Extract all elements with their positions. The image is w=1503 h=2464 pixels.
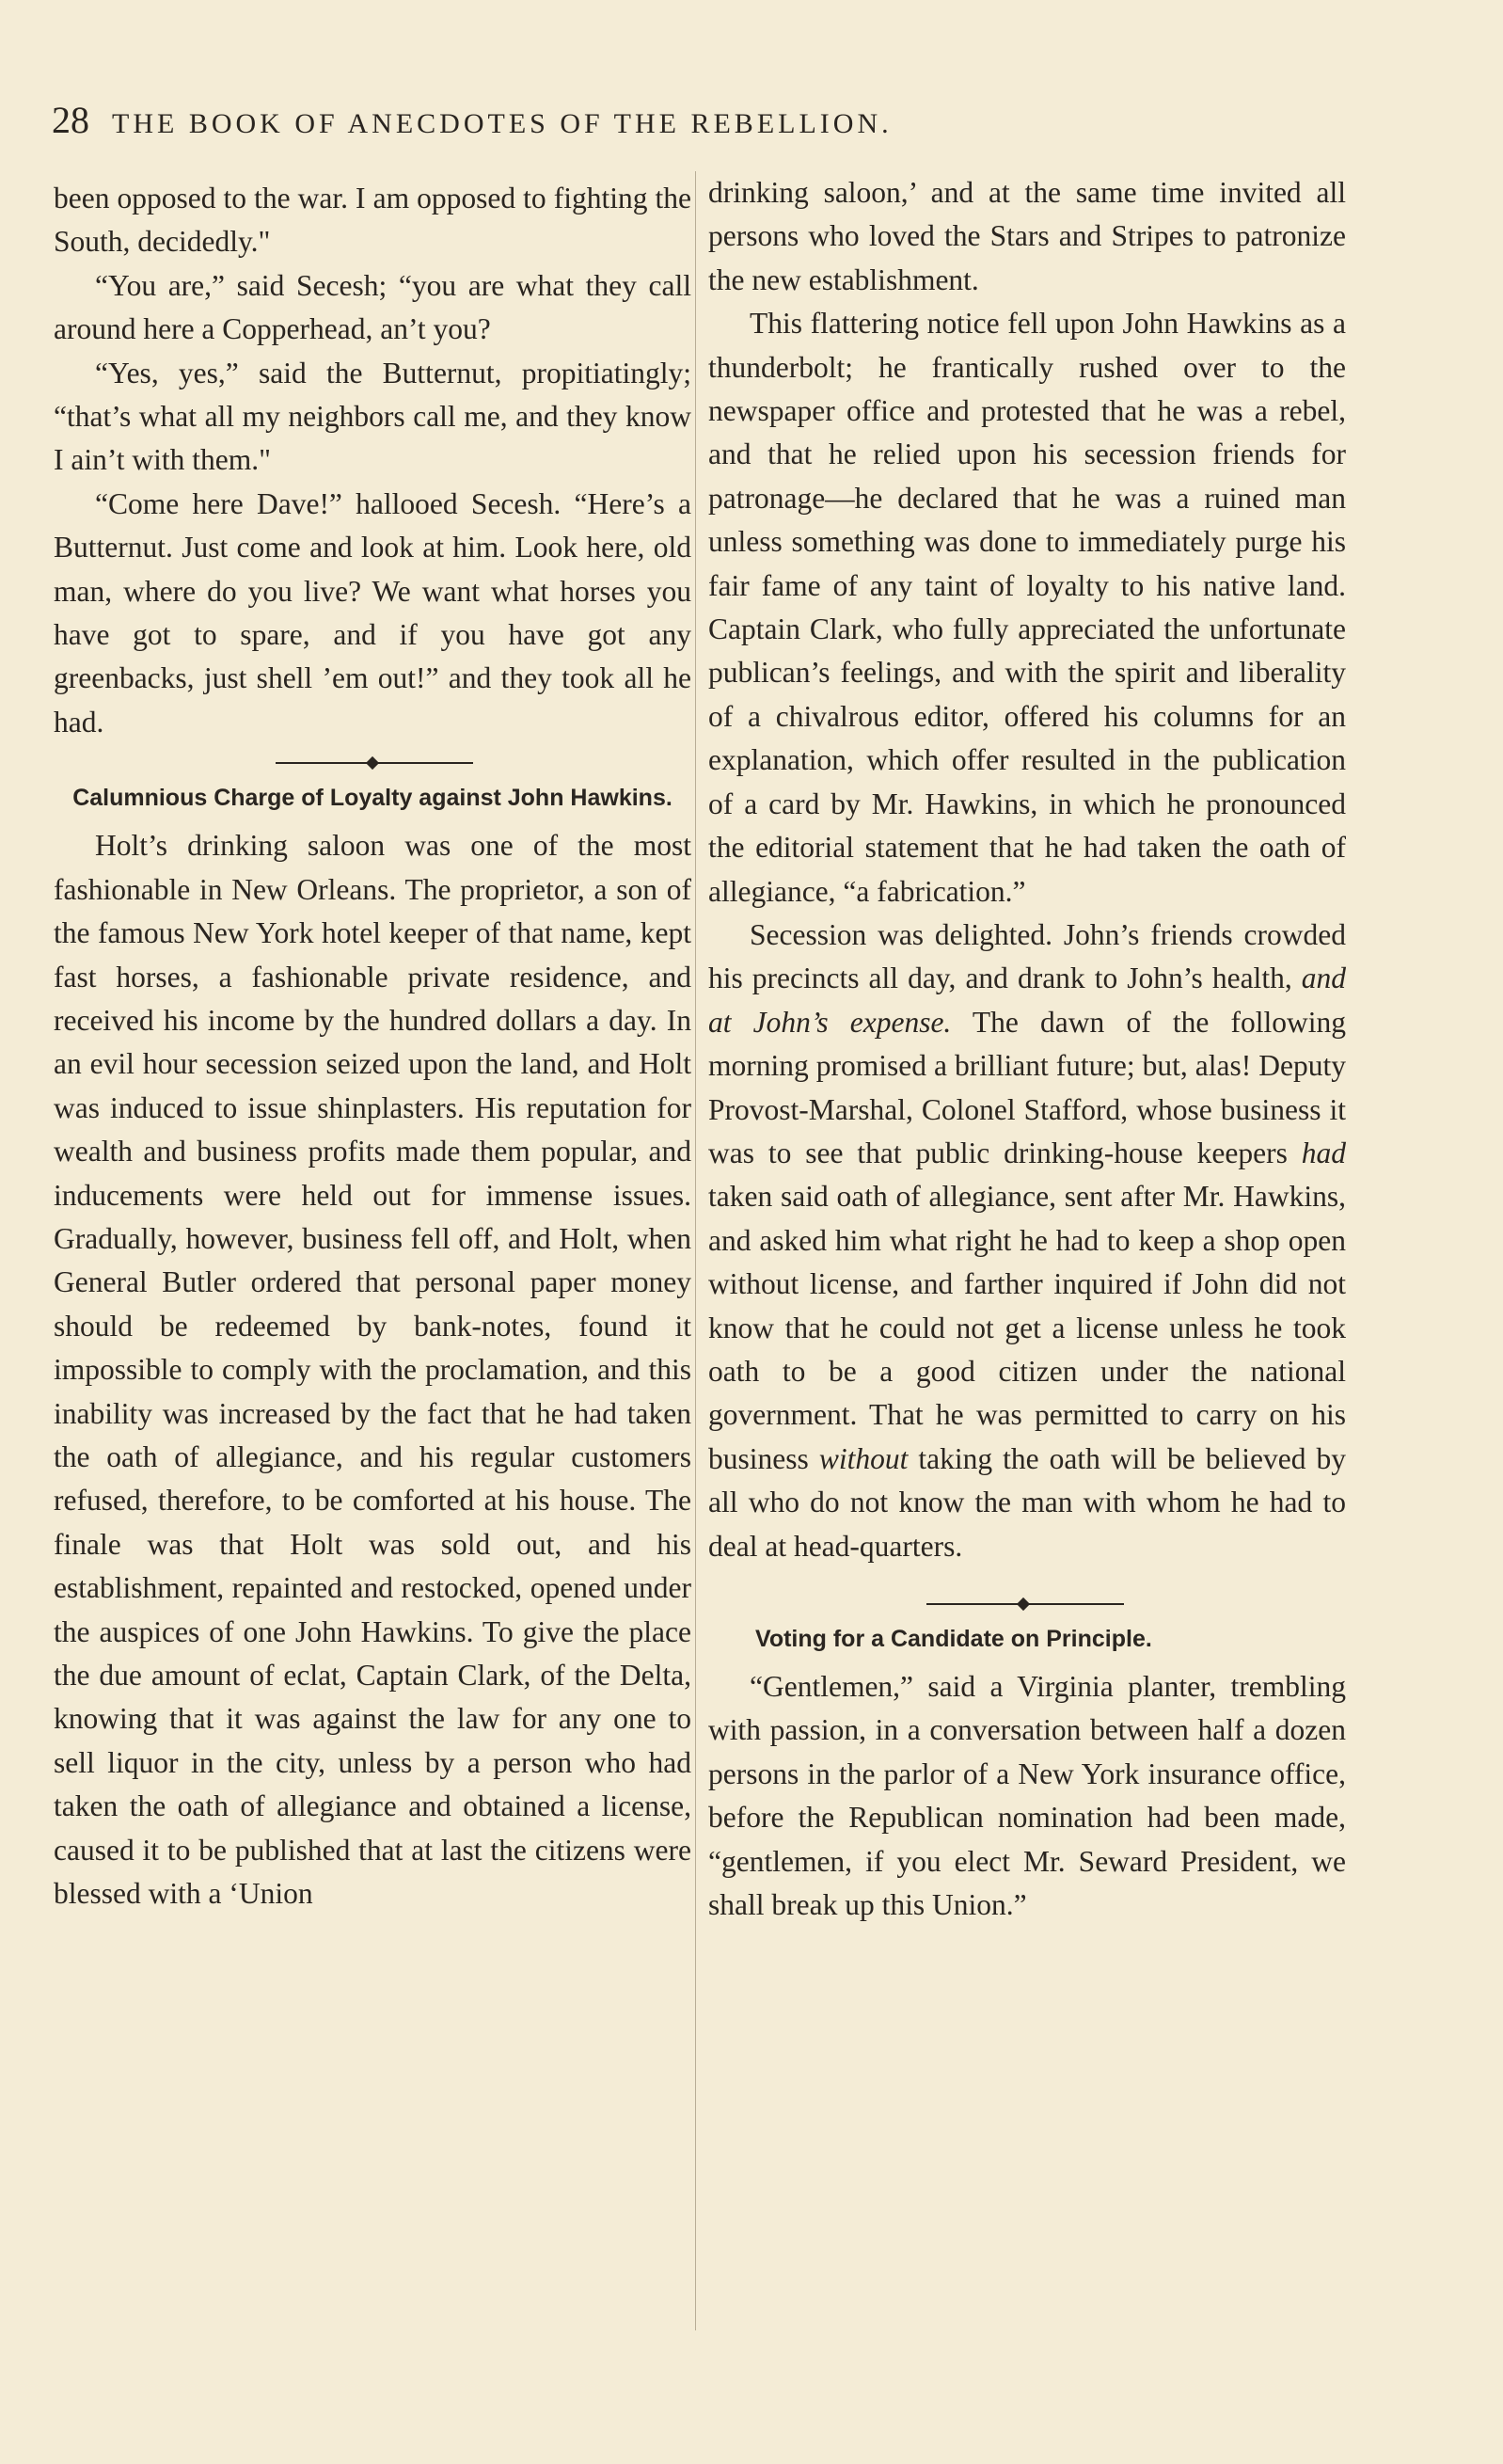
section-heading: Calumnious Charge of Loyalty against John Hawkins. — [72, 785, 672, 812]
paragraph: “Yes, yes,” said the Butternut, propitiatingly; “that’s what all my neighbors call me, and they know I ain’t with them." — [54, 356, 691, 477]
paragraph: This flattering notice fell upon John Hawkins as a thunderbolt; he frantically rushed over to the newspaper office and protested that he was a rebel, and that he relied upon his secession friends for patronage—he declared that he was a ruined man unless something was done to immediately purge his fair fame of any taint of loyalty to his native land. Captain Clark, who fully appreciated the unfortunate publican’s feelings, and with the spirit and liberality of a chivalrous editor, offered his columns for an explanation, which offer resulted in the publication of a card by Mr. Hawkins, in which he pronounced the editorial statement that he had taken the oath of allegiance, “a fabrication.” — [708, 307, 1346, 908]
text-run: taking the oath will be believed by all who do not know the man with whom he had to deal at head-quarters. — [708, 1441, 1346, 1563]
running-head — [52, 98, 1180, 142]
paragraph: “Gentlemen,” said a Virginia planter, trembling with passion, in a conversation between half a dozen persons in the parlor of a New York insurance office, before the Republican nomination had been made, “gentlemen, if you elect Mr. Seward President, we shall break up this Union.” — [708, 1670, 1346, 1922]
paragraph: been opposed to the war. I am opposed to fighting the South, decidedly." — [54, 182, 691, 259]
italic-phrase: had — [1301, 1136, 1346, 1169]
text-run: Secession was delighted. John’s friends crowded his precincts all day, and drank to John’s health, — [708, 917, 1346, 995]
italic-phrase: without — [818, 1441, 909, 1475]
section-heading: Voting for a Candidate on Principle. — [755, 1626, 1152, 1652]
left-column — [54, 177, 691, 1916]
running-title: THE BOOK OF ANECDOTES OF THE REBELLION. — [112, 108, 893, 139]
section-separator — [708, 1593, 1346, 1615]
paragraph — [708, 914, 1346, 1568]
text-run: taken said oath of allegiance, sent after Mr. Hawkins, and asked him what right he had to keep a shop open without license, and farther inquired if John did not know that he could not get a license unless he took oath to be a good citizen under the national government. That he was permitted to carry on his business — [708, 1180, 1346, 1475]
section-separator — [54, 752, 691, 774]
right-column — [708, 171, 1346, 1927]
text-run: The dawn of the following morning promised a brilliant future; but, alas! Deputy Provost-Marshal, Colonel Stafford, whose business it was to see that public drinking-house keepers — [708, 1005, 1346, 1169]
paragraph: “You are,” said Secesh; “you are what they call around here a Copperhead, an’t you? — [54, 268, 691, 346]
page-number: 28 — [52, 99, 89, 141]
column-divider — [695, 171, 696, 2330]
italic-phrase: and at John’s expense. — [708, 962, 1346, 1039]
paragraph: Holt’s drinking saloon was one of the most fashionable in New Orleans. The proprietor, a son of the famous New York hotel keeper of that name, kept fast horses, a fashionable private residence, and received his income by the hundred dollars a day. In an evil hour secession seized upon the land, and Holt was induced to issue shinplasters. His reputation for wealth and business profits made them popular, and inducements were held out for immense issues. Gradually, however, business fell off, and Holt, when General Butler ordered that personal paper money should be redeemed by bank-notes, found it impossible to comply with the proclamation, and this inability was increased by the fact that he had taken the oath of allegiance, and his regular customers refused, therefore, to be comforted at his house. The finale was that Holt was sold out, and his establishment, repainted and restocked, opened under the auspices of one John Hawkins. To give the place the due amount of eclat, Captain Clark, of the Delta, knowing that it was against the law for any one to sell liquor in the city, unless by a person who had taken the oath of allegiance and obtained a license, caused it to be published that at last the citizens were blessed with a ‘Union — [54, 829, 691, 1911]
paragraph: “Come here Dave!” hallooed Secesh. “Here’s a Butternut. Just come and look at him. Look here, old man, where do you live? We want what horses you have got to spare, and if you have got any greenbacks, just shell ’em out!” and they took all he had. — [54, 486, 691, 739]
paragraph: drinking saloon,’ and at the same time invited all persons who loved the Stars and Stripes to patronize the new establishment. — [708, 176, 1346, 296]
